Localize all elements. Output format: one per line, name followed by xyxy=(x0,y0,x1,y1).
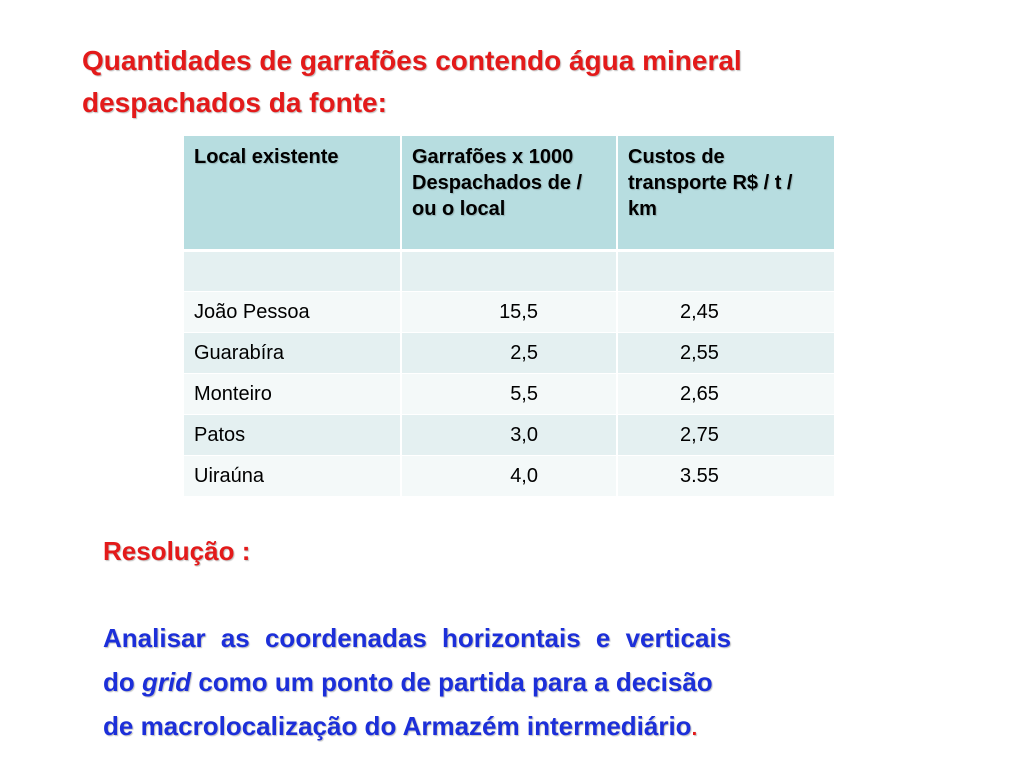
cell-local: Patos xyxy=(184,414,401,455)
page-title-line-1: Quantidades de garrafões contendo água mineral xyxy=(82,45,742,76)
table-row xyxy=(184,414,834,455)
cell-garrafoes: 15,5 xyxy=(401,291,617,332)
grid-emphasis: grid xyxy=(142,667,192,697)
table-row xyxy=(184,250,834,291)
header-garrafoes-despachados: Garrafões x 1000 Despachados de / ou o local xyxy=(401,136,617,250)
paragraph-line-2-start: do xyxy=(103,667,142,697)
paragraph-line-2 xyxy=(103,660,923,704)
cell-local: Guarabíra xyxy=(184,332,401,373)
paragraph-line-3 xyxy=(103,704,923,751)
cell-custo: 2,55 xyxy=(617,332,834,373)
shipments-table xyxy=(184,136,834,497)
header-local-existente: Local existente xyxy=(184,136,401,250)
header-custos-transporte: Custos de transporte R$ / t / km xyxy=(617,136,834,250)
paragraph-end-dot: . xyxy=(691,718,698,740)
cell-local: Monteiro xyxy=(184,373,401,414)
paragraph-line-3-text: de macrolocalização do Armazém intermediário xyxy=(103,711,692,741)
cell-custo: 2,75 xyxy=(617,414,834,455)
page-title xyxy=(82,40,982,124)
cell-local: João Pessoa xyxy=(184,291,401,332)
table-row xyxy=(184,291,834,332)
cell-garrafoes: 4,0 xyxy=(401,455,617,496)
cell-garrafoes: 2,5 xyxy=(401,332,617,373)
table-row xyxy=(184,455,834,496)
cell-local xyxy=(184,250,401,291)
table-row xyxy=(184,332,834,373)
cell-garrafoes: 5,5 xyxy=(401,373,617,414)
table-row xyxy=(184,373,834,414)
paragraph-line-1: Analisar as coordenadas horizontais e verticais xyxy=(103,623,732,653)
cell-custo xyxy=(617,250,834,291)
table-header-row xyxy=(184,136,834,250)
cell-garrafoes: 3,0 xyxy=(401,414,617,455)
cell-custo: 2,65 xyxy=(617,373,834,414)
cell-local: Uiraúna xyxy=(184,455,401,496)
cell-garrafoes xyxy=(401,250,617,291)
cell-custo: 3.55 xyxy=(617,455,834,496)
cell-custo: 2,45 xyxy=(617,291,834,332)
resolucao-paragraph xyxy=(103,616,923,751)
resolucao-heading: Resolução : xyxy=(103,536,251,566)
paragraph-line-2-end: como um ponto de partida para a decisão xyxy=(191,667,713,697)
page-title-line-2: despachados da fonte: xyxy=(82,87,387,118)
